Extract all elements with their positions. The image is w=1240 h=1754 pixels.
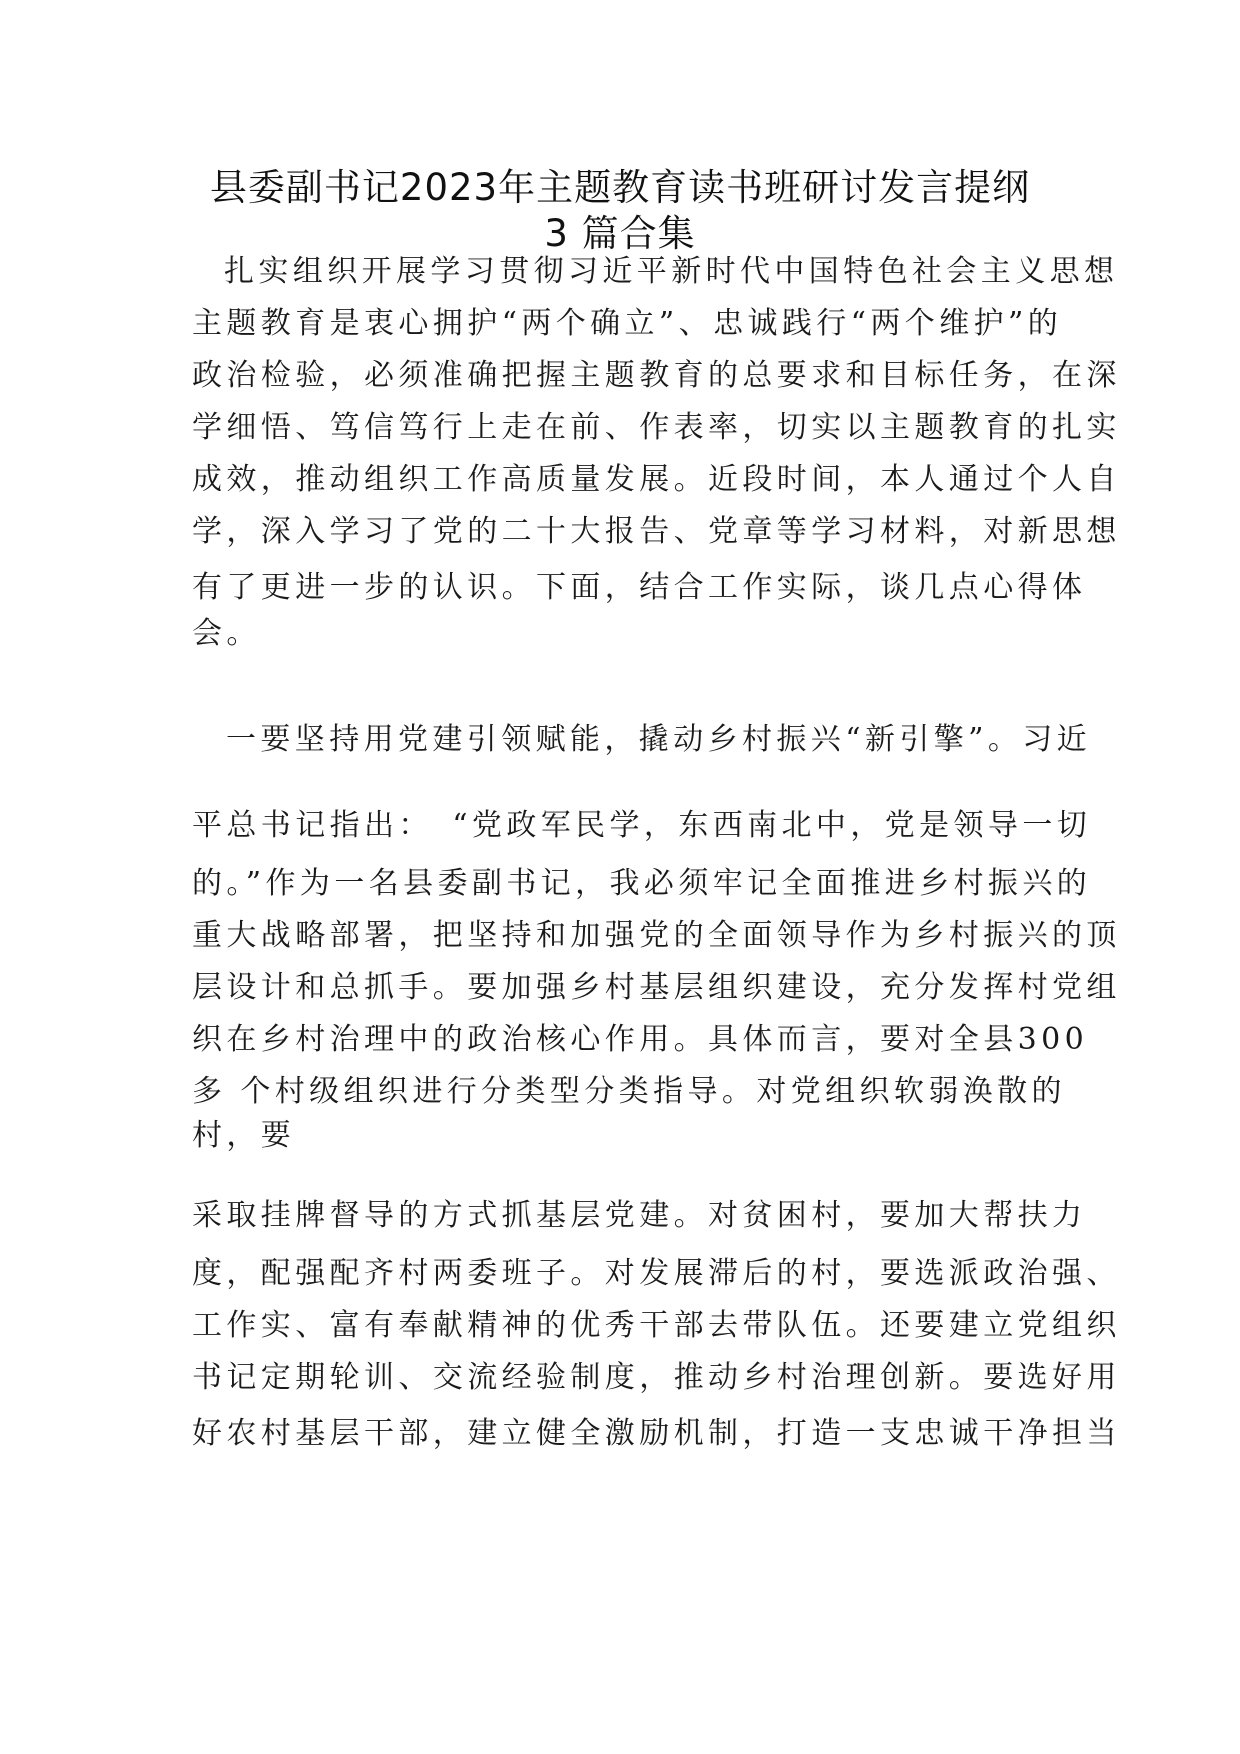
paragraph-1-line-6: 学，深入学习了党的二十大报告、党章等学习材料，对新思想 [192, 514, 1121, 549]
paragraph-1-line-1: 扎实组织开展学习贯彻习近平新时代中国特色社会主义思想 [224, 254, 1119, 289]
paragraph-2-line-12: 书记定期轮训、交流经验制度，推动乡村治理创新。要选好用 [192, 1360, 1121, 1395]
paragraph-2-line-1: 一要坚持用党建引领赋能，撬动乡村振兴“新引擎”。习近 [226, 722, 1092, 757]
paragraph-2-line-7: 多 个村级组织进行分类型分类指导。对党组织软弱涣散的 [192, 1074, 1066, 1109]
paragraph-2-line-5: 层设计和总抓手。要加强乡村基层组织建设，充分发挥村党组 [192, 970, 1121, 1005]
paragraph-1-line-5: 成效，推动组织工作高质量发展。近段时间，本人通过个人自 [192, 462, 1121, 497]
paragraph-2-line-9: 采取挂牌督导的方式抓基层党建。对贫困村，要加大帮扶力 [192, 1198, 1087, 1233]
paragraph-2-line-13: 好农村基层干部，建立健全激励机制，打造一支忠诚干净担当 [192, 1416, 1121, 1451]
paragraph-2-line-8: 村，要 [192, 1118, 296, 1153]
paragraph-1-line-4: 学细悟、笃信笃行上走在前、作表率，切实以主题教育的扎实 [192, 410, 1121, 445]
paragraph-2-line-2: 平总书记指出： “党政军民学，东西南北中，党是领导一切 [192, 808, 1092, 843]
document-title-line-1: 县委副书记2023年主题教育读书班研讨发言提纲 [209, 166, 1031, 209]
paragraph-1-line-7: 有了更进一步的认识。下面，结合工作实际，谈几点心得体 [192, 570, 1087, 605]
document-title-line-2: 3 篇合集 [544, 212, 696, 255]
paragraph-1-line-3: 政治检验，必须准确把握主题教育的总要求和目标任务，在深 [192, 358, 1121, 393]
paragraph-2-line-4: 重大战略部署，把坚持和加强党的全面领导作为乡村振兴的顶 [192, 918, 1121, 953]
paragraph-2-line-10: 度，配强配齐村两委班子。对发展滞后的村，要选派政治强、 [192, 1256, 1121, 1291]
paragraph-1-line-8: 会。 [192, 616, 261, 651]
paragraph-2-line-3: 的。”作为一名县委副书记，我必须牢记全面推进乡村振兴的 [192, 866, 1092, 901]
paragraph-2-line-6: 织在乡村治理中的政治核心作用。具体而言，要对全县300 [192, 1022, 1089, 1057]
paragraph-2-line-11: 工作实、富有奉献精神的优秀干部去带队伍。还要建立党组织 [192, 1308, 1121, 1343]
paragraph-1-line-2: 主题教育是衷心拥护“两个确立”、忠诚践行“两个维护”的 [192, 306, 1063, 341]
